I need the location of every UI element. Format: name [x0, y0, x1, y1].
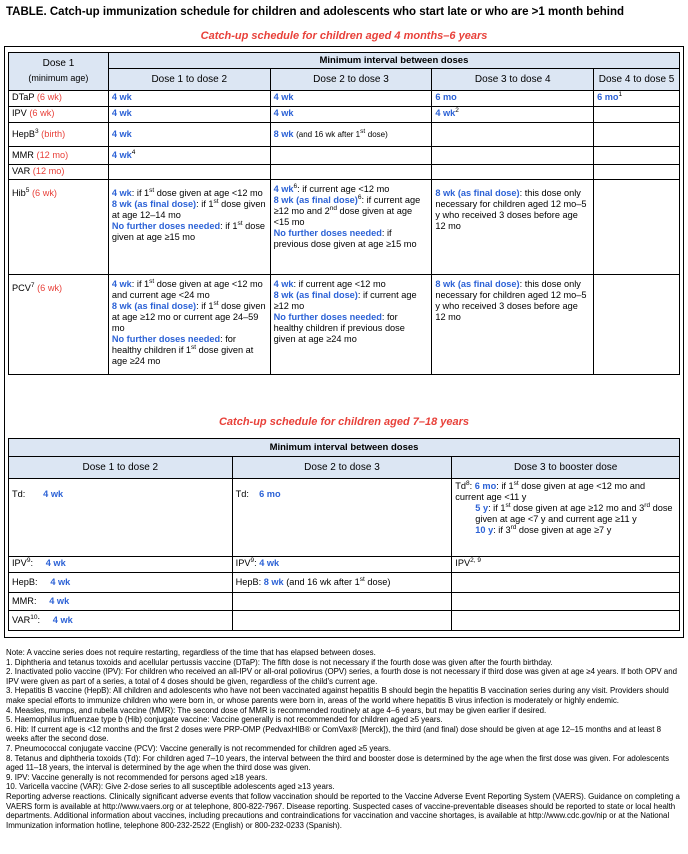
- reporting-note: Reporting adverse reactions. Clinically significant adverse events that follow vaccination should be reported to the Vaccine Adverse Event Reporting System (VAERS). Guidance on completing a VAERS form is available at http://www.vaers.org or at telephone, 800-822-7967. Disease reporting. Suspected cases of vaccine-preventable diseases should be reported to state or local health departments. Additional information about vaccines, including precautions and contraindications for vaccination and vaccine shortages, is available at http://www.cdc.gov/nip or at the National Immunization information hotline, telephone 800-232-2522 (English) or 800-232-0233 (Spanish).: [6, 791, 680, 830]
- interval-header-2: Minimum interval between doses: [9, 439, 680, 457]
- table-row: VAR (12 mo): [9, 165, 680, 180]
- table-row: IPV$^9$: 4 wk IPV$^9$: 4 wk IPV$^{2, 9}$: [9, 557, 680, 573]
- note: 5. Haemophilus influenzae type b (Hib) conjugate vaccine: Vaccine generally is not recommended for children aged ≥5 years.: [6, 715, 443, 725]
- dose1-header: Dose 1 (minimum age): [9, 53, 109, 91]
- schedule-table-7y-18y: [8, 438, 680, 631]
- table-row: VAR$^{10}$: 4 wk: [9, 611, 680, 631]
- note: 1. Diphtheria and tetanus toxoids and acellular pertussis vaccine (DTaP): The fifth dose is not necessary if the fourth dose was given after the fourth birthday.: [6, 657, 553, 667]
- section1-subtitle: Catch-up schedule for children aged 4 months–6 years: [200, 30, 488, 42]
- note: 7. Pneumococcal conjugate vaccine (PCV): Vaccine generally is not recommended for children aged ≥5 years.: [6, 743, 391, 753]
- note: 6. Hib: If current age is <12 months and the first 2 doses were PRP-OMP (PedvaxHIB® or ComVax® [Merck]), the third (and final) dose should be given at age 12–15 months and at least 8 weeks after the second dose.: [6, 724, 661, 744]
- table-row: HepB: 4 wk HepB: 8 wk (and 16 wk after 1st dose): [9, 573, 680, 593]
- col-dose1-2: Dose 1 to dose 2: [108, 69, 270, 91]
- note: 3. Hepatitis B vaccine (HepB): All children and adolescents who have not been vaccinated against hepatitis B should begin the hepatitis B vaccination series during any visit. Providers should make special efforts to immunize children who were born in, or whose parents were born in, areas of the world where hepatitis B virus infection is moderately or highly endemic.: [6, 686, 669, 705]
- col-dose2-3: Dose 2 to dose 3: [270, 69, 432, 91]
- table-row: MMR: 4 wk: [9, 593, 680, 611]
- col2-dose2-3: Dose 2 to dose 3: [232, 457, 452, 479]
- col-dose4-5: Dose 4 to dose 5: [594, 69, 680, 91]
- table-row: PCV$^7$ (6 wk) 4 wk: if 1st dose given at age <12 mo and current age <24 mo 8 wk (as final dose): if 1st dose given at age ≥12 mo or current age 24–59 mo No further doses needed: for healthy children if 1st dose given at age ≥24 mo 4 wk: if current age <12 mo 8 wk (as final dose): if current age ≥12 mo No further doses needed: for healthy children if previous dose given at age ≥24 mo 8 wk (as final dose): this dose only necessary for children aged 12 mo–5 y who received 3 doses before age 12 mo: [9, 275, 680, 375]
- note: 9. IPV: Vaccine generally is not recommended for persons aged ≥18 years.: [6, 772, 268, 782]
- schedule-table-4mo-6y: [8, 52, 680, 375]
- note: 4. Measles, mumps, and rubella vaccine (MMR): The second dose of MMR is recommended routinely at age 4–6 years, but may be given earlier if desired.: [6, 705, 547, 715]
- table-row: Hib$^5$ (6 wk) 4 wk: if 1st dose given at age <12 mo 8 wk (as final dose): if 1st dose given at age 12–14 mo No further doses needed: if 1st dose given at age ≥15 mo 4 $wk^6$: if current age <12 mo 8 wk (as final dose)$^6$: if current age ≥12 mo and 2nd dose given at age <15 mo No further doses needed: if previous dose given at age ≥15 mo 8 wk (as final dose): this dose only necessary for children aged 12 mo–5 y who received 3 doses before age 12 mo: [9, 180, 680, 275]
- interval-header: Minimum interval between doses: [108, 53, 679, 69]
- section2-subtitle: Catch-up schedule for children aged 7–18 years: [218, 416, 470, 428]
- table-row: IPV (6 wk) 4 wk 4 wk 4 $wk^2$: [9, 107, 680, 123]
- note: Note: A vaccine series does not require restarting, regardless of the time that has elapsed between doses.: [6, 648, 376, 657]
- note: 8. Tetanus and diphtheria toxoids (Td): For children aged 7–10 years, the interval between the third and booster dose is determined by the age when the first dose was given. For adolescents aged 11–18 years, the interval is determined by the age when the third dose was given.: [6, 753, 670, 773]
- table-row: Td: 4 wk Td: 6 mo Td$^8$: 6 mo: if 1st dose given at age <12 mo and current age <11 y 5 y: if 1st dose given at age ≥12 mo and 3rd dose given at age <7 y and current age ≥11 y 10 y: if 3rd dose given at age ≥7 y: [9, 479, 680, 557]
- footnotes: [6, 648, 684, 830]
- col-dose3-4: Dose 3 to dose 4: [432, 69, 594, 91]
- note: 2. Inactivated polio vaccine (IPV): For children who received an all-IPV or all-oral poliovirus (OPV) series, a fourth dose is not necessary if third dose was given at age ≥4 years. If both OPV and IPV were given as part of a series, a total of 4 doses should be given, regardless of the child's current age.: [6, 667, 677, 686]
- table-title: TABLE. Catch-up immunization schedule for children and adolescents who start late or who are >1 month behind: [6, 6, 624, 18]
- table-row: DTaP (6 wk) 4 wk 4 wk 6 mo 6 $mo^1$: [9, 91, 680, 107]
- col2-dose1-2: Dose 1 to dose 2: [9, 457, 233, 479]
- col2-booster: Dose 3 to booster dose: [452, 457, 680, 479]
- table-row: HepB$^3$ (birth) 4 wk 8 wk (and 16 wk after 1st dose): [9, 123, 680, 147]
- note: 10. Varicella vaccine (VAR): Give 2-dose series to all susceptible adolescents aged ≥13 years.: [6, 782, 335, 792]
- table-row: MMR (12 mo) 4 $wk^4$: [9, 147, 680, 165]
